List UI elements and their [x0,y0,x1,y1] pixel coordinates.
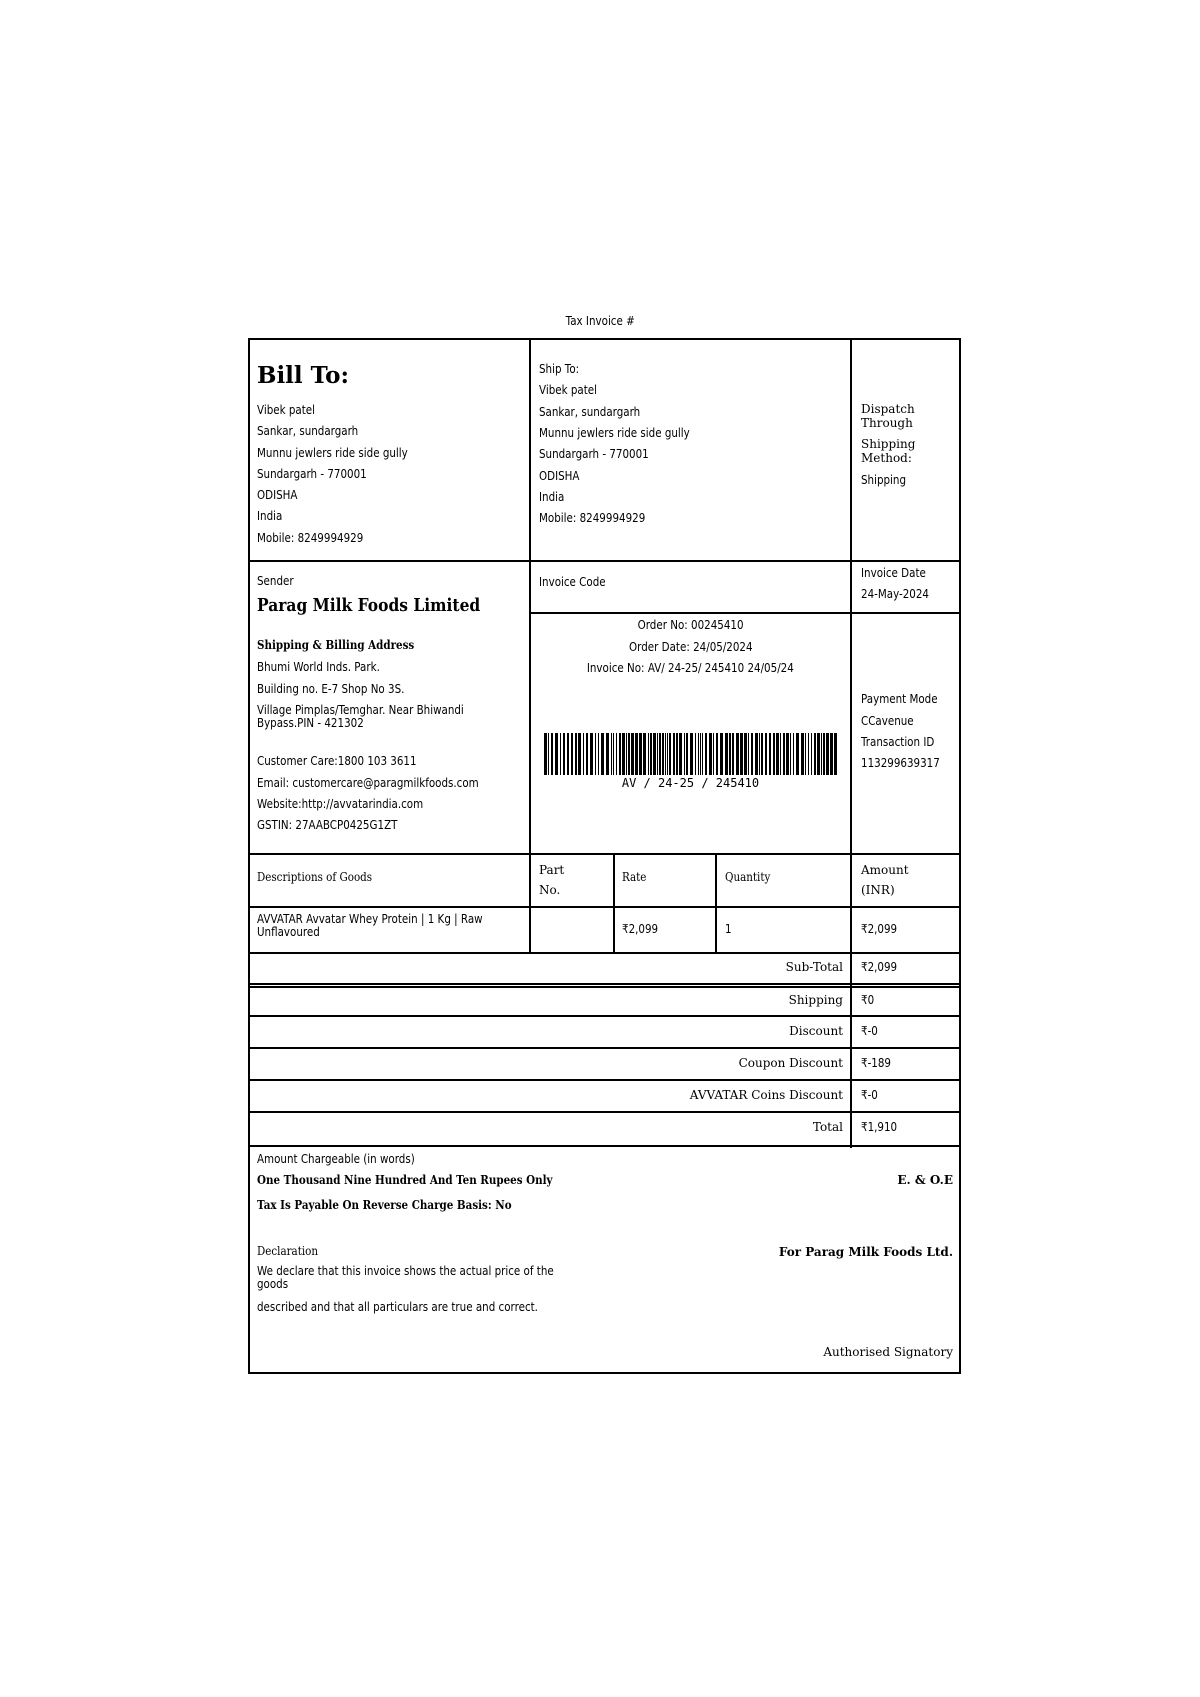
barcode-bar [563,733,565,775]
ship-to-line: ODISHA [539,469,580,483]
barcode-bar [709,733,712,775]
barcode-bar [662,733,664,775]
coins-discount-value: ₹-0 [861,1088,878,1102]
barcode-bar [811,733,812,775]
shipping-value: ₹0 [861,993,875,1007]
barcode-bar [590,733,593,775]
coins-discount-label: AVVATAR Coins Discount [689,1088,843,1102]
col-header-part-no: Part No. [539,863,565,897]
payment-mode-value: CCavenue [861,714,914,728]
sender-address-line: Bhumi World Inds. Park. [257,660,380,674]
barcode-bar [698,733,699,775]
invoice-number: Invoice No: AV/ 24-25/ 245410 24/05/24 [587,661,794,675]
barcode-bar [744,733,747,775]
col-header-amount: Amount (INR) [861,863,909,897]
sender-address-line: Village Pimplas/Temghar. Near Bhiwandi Bypass.PIN - 421302 [257,703,464,730]
declaration-heading: Declaration [257,1244,319,1258]
barcode-bar [826,733,829,775]
barcode-bar [595,733,596,775]
barcode-bar [657,733,658,775]
barcode-bar [690,733,693,775]
barcode-bar [635,733,638,775]
divider [248,1145,961,1147]
bill-to-line: Mobile: 8249994929 [257,531,364,545]
barcode-bar [555,733,558,775]
barcode-bar [551,733,553,775]
reverse-charge-note: Tax Is Payable On Reverse Charge Basis: No [257,1198,512,1212]
barcode-bar [808,733,809,775]
sender-address-line: Building no. E-7 Shop No 3S. [257,682,405,696]
transaction-id-label: Transaction ID [861,735,935,749]
barcode-bar [725,733,728,775]
sender-address-heading: Shipping & Billing Address [257,638,415,652]
barcode-bar [548,733,549,775]
bill-to-line: Sundargarh - 770001 [257,467,367,481]
amount-in-words: One Thousand Nine Hundred And Ten Rupees Only [257,1173,553,1187]
invoice-code-label: Invoice Code [539,575,606,589]
order-date: Order Date: 24/05/2024 [628,640,753,654]
barcode-text: AV / 24-25 / 245410 [621,776,760,790]
barcode-bar [606,733,609,775]
invoice-date-value: 24-May-2024 [861,587,930,601]
item-description: AVVATAR Avvatar Whey Protein | 1 Kg | Raw Unflavoured [257,912,483,939]
payment-mode-label: Payment Mode [861,692,938,706]
barcode-bar [776,733,779,775]
eoe-label: E. & O.E [897,1173,953,1187]
barcode-bar [601,733,604,775]
barcode-bar [801,733,804,775]
barcode-bar [684,733,685,775]
invoice-date-label: Invoice Date [861,566,926,580]
divider [613,853,615,954]
barcode-bar [631,733,634,775]
barcode-bar [586,733,588,775]
sender-contact-line: Customer Care:1800 103 3611 [257,754,417,768]
barcode-bar [673,733,675,775]
barcode-bar [686,733,688,775]
dispatch-through-label: Dispatch Through [861,402,915,430]
divider [248,1111,961,1113]
sender-contact-line: Email: customercare@paragmilkfoods.com [257,776,479,790]
invoice-title: Tax Invoice # [565,314,635,328]
ship-to-line: Sankar, sundargarh [539,405,641,419]
barcode-bar [796,733,799,775]
barcode-bar [713,733,714,775]
col-header-description: Descriptions of Goods [257,870,373,884]
col-header-rate: Rate [622,870,647,884]
item-quantity: 1 [725,922,732,936]
divider [248,1079,961,1081]
ship-to-line: Sundargarh - 770001 [539,447,649,461]
barcode-bar [667,733,668,775]
coupon-discount-label: Coupon Discount [738,1056,843,1070]
sender-contact-line: GSTIN: 27AABCP0425G1ZT [257,818,398,832]
sender-company: Parag Milk Foods Limited [257,595,481,616]
invoice-frame [248,338,961,1374]
total-value: ₹1,910 [861,1120,898,1134]
barcode-bar [676,733,678,775]
barcode-bar [665,733,666,775]
bill-to-heading: Bill To: [257,362,349,389]
divider [529,612,961,614]
barcode-bar [622,733,625,775]
bill-to-line: Munnu jewlers ride side gully [257,446,408,460]
subtotal-label: Sub-Total [785,960,843,974]
shipping-method-label: Shipping Method: [861,437,916,465]
barcode-bar [790,733,791,775]
subtotal-value: ₹2,099 [861,960,898,974]
divider [248,853,961,855]
barcode-bar [759,733,760,775]
ship-to-heading: Ship To: [539,362,580,376]
barcode-bar [769,733,771,775]
ship-to-line: Munnu jewlers ride side gully [539,426,690,440]
bill-to-line: India [257,509,283,523]
barcode-bar [639,733,642,775]
barcode-bar [583,733,584,775]
barcode-bar [830,733,833,775]
declaration-line-1: We declare that this invoice shows the actual price of the goods [257,1264,554,1291]
divider [248,952,961,954]
barcode-bar [544,733,547,775]
ship-to-line: Mobile: 8249994929 [539,511,646,525]
barcode-bar [773,733,775,775]
divider [248,906,961,908]
divider [248,1047,961,1049]
sender-contact-line: Website:http://avvatarindia.com [257,797,424,811]
divider [248,986,961,988]
barcode-bar [748,733,749,775]
barcode-bar [751,733,753,775]
amount-words-label: Amount Chargeable (in words) [257,1152,415,1166]
total-label: Total [812,1120,843,1134]
ship-to-line: India [539,490,565,504]
barcode-bar [560,733,561,775]
barcode-bar [834,733,837,775]
barcode-bar [575,733,577,775]
barcode-bar [643,733,646,775]
barcode [544,733,838,775]
barcode-bar [793,733,794,775]
barcode-bar [567,733,569,775]
shipping-method-value: Shipping [861,473,907,487]
barcode-bar [805,733,806,775]
barcode-bar [814,733,816,775]
bill-to-line: ODISHA [257,488,298,502]
barcode-bar [732,733,734,775]
barcode-bar [761,733,763,775]
barcode-bar [823,733,825,775]
divider [248,560,961,562]
barcode-bar [740,733,743,775]
barcode-bar [700,733,701,775]
barcode-bar [648,733,649,775]
barcode-bar [780,733,781,775]
barcode-bar [619,733,621,775]
declaration-line-2: described and that all particulars are true and correct. [257,1300,538,1314]
barcode-bar [702,733,703,775]
barcode-bar [786,733,789,775]
sender-label: Sender [257,574,294,588]
barcode-bar [729,733,731,775]
barcode-bar [626,733,627,775]
divider [248,983,961,985]
divider [850,338,852,1148]
bill-to-line: Sankar, sundargarh [257,424,359,438]
barcode-bar [578,733,581,775]
coupon-discount-value: ₹-189 [861,1056,891,1070]
barcode-bar [736,733,739,775]
discount-value: ₹-0 [861,1024,878,1038]
barcode-bar [720,733,723,775]
barcode-bar [653,733,656,775]
barcode-bar [679,733,682,775]
col-header-quantity: Quantity [725,870,771,884]
item-amount: ₹2,099 [861,922,898,936]
order-number: Order No: 00245410 [637,618,744,632]
discount-label: Discount [789,1024,843,1038]
divider [248,1015,961,1017]
shipping-label: Shipping [788,993,843,1007]
barcode-bar [817,733,820,775]
barcode-bar [598,733,599,775]
barcode-bar [695,733,696,775]
item-rate: ₹2,099 [622,922,659,936]
barcode-bar [628,733,630,775]
barcode-bar [783,733,785,775]
barcode-bar [765,733,767,775]
transaction-id-value: 113299639317 [861,756,940,770]
barcode-bar [716,733,718,775]
ship-to-line: Vibek patel [539,383,597,397]
bill-to-line: Vibek patel [257,403,315,417]
barcode-bar [571,733,573,775]
barcode-bar [650,733,652,775]
for-company: For Parag Milk Foods Ltd. [778,1245,953,1259]
barcode-bar [821,733,822,775]
authorised-signatory: Authorised Signatory [823,1345,953,1359]
barcode-bar [616,733,617,775]
barcode-bar [755,733,758,775]
barcode-bar [613,733,614,775]
barcode-bar [659,733,661,775]
barcode-bar [669,733,671,775]
barcode-bar [611,733,612,775]
divider [715,853,717,954]
barcode-bar [705,733,707,775]
